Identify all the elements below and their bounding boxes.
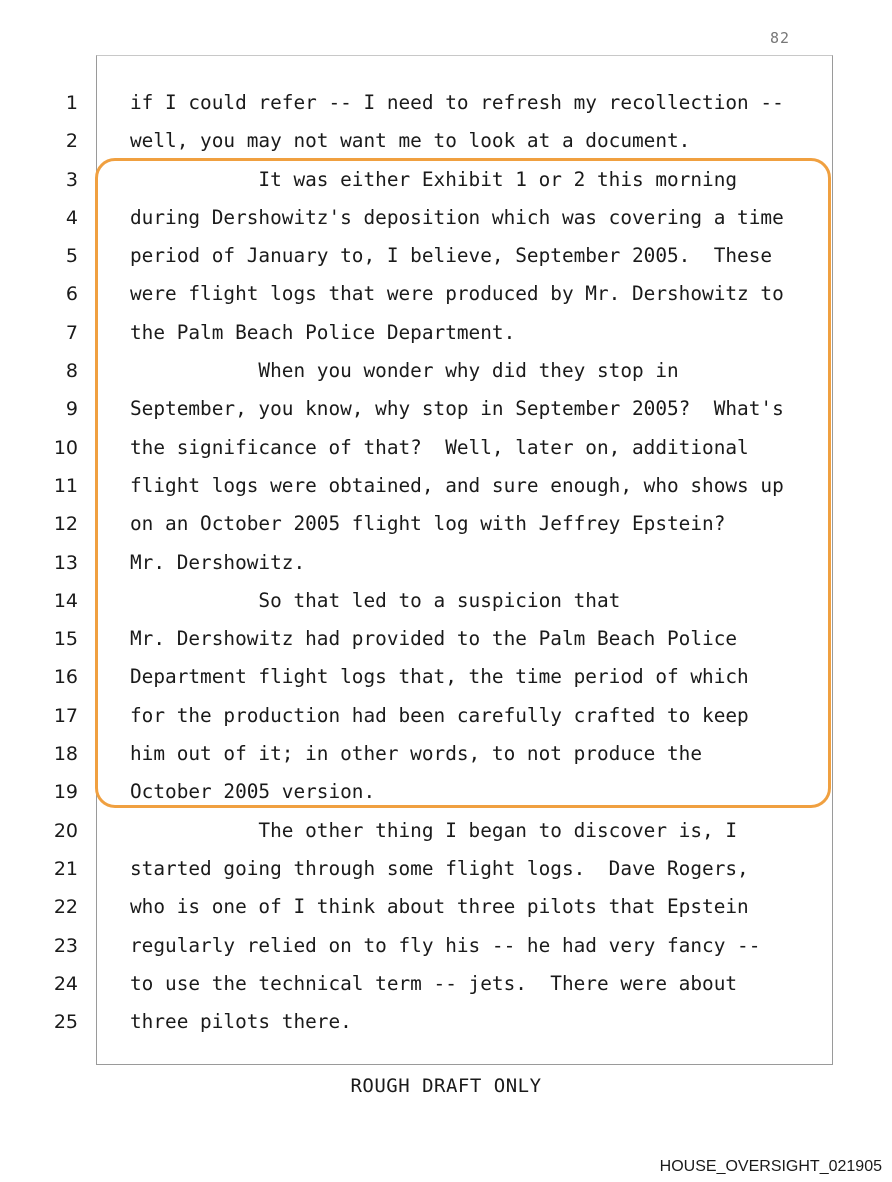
transcript-line: if I could refer -- I need to refresh my recollection -- — [130, 91, 784, 114]
transcript-line: who is one of I think about three pilots that Epstein — [130, 895, 749, 919]
line-number: 23 — [53, 934, 78, 957]
line-number: 16 — [53, 666, 78, 689]
transcript-line: Department flight logs that, the time period of which — [130, 665, 749, 689]
line-number: 1 — [65, 92, 78, 114]
transcript-line: Mr. Dershowitz had provided to the Palm Beach Police — [130, 627, 738, 651]
bates-stamp: HOUSE_OVERSIGHT_021905 — [659, 1158, 882, 1175]
draft-footer: ROUGH DRAFT ONLY — [350, 1075, 542, 1097]
transcript-line: period of January to, I believe, September 2005. These — [130, 244, 773, 268]
line-number: 6 — [65, 283, 78, 306]
line-number: 5 — [65, 245, 78, 268]
line-number: 2 — [65, 130, 78, 153]
line-number: 3 — [65, 168, 78, 191]
line-number: 12 — [53, 513, 78, 536]
transcript-line: The other thing I began to discover is, I — [130, 818, 738, 842]
transcript-line: the significance of that? Well, later on, additional — [130, 435, 749, 459]
transcript-line: Mr. Dershowitz. — [130, 550, 306, 574]
transcript-line: during Dershowitz's deposition which was covering a time — [130, 205, 784, 229]
line-number: 13 — [53, 551, 78, 574]
line-number: 11 — [53, 474, 78, 497]
transcript-line: October 2005 version. — [130, 780, 376, 804]
transcript-line: were flight logs that were produced by Mr. Dershowitz to — [130, 282, 784, 306]
line-number: 20 — [53, 819, 78, 842]
line-number: 25 — [53, 1011, 78, 1034]
line-number: 4 — [65, 206, 78, 229]
line-number: 22 — [53, 896, 78, 919]
transcript-line: flight logs were obtained, and sure enough, who shows up — [130, 473, 784, 497]
line-number: 19 — [53, 781, 78, 804]
line-number: 24 — [53, 972, 78, 995]
line-number: 7 — [65, 321, 78, 344]
line-number: 17 — [53, 704, 78, 727]
line-number: 9 — [65, 398, 78, 421]
transcript-line: When you wonder why did they stop in — [130, 359, 679, 383]
line-number: 15 — [53, 628, 78, 651]
line-number-column — [30, 84, 78, 1041]
transcript-line: So that led to a suspicion that — [130, 588, 621, 612]
line-number: 21 — [53, 857, 78, 880]
transcript-line: regularly relied on to fly his -- he had very fancy -- — [130, 933, 761, 957]
transcript-line: three pilots there. — [130, 1010, 352, 1034]
transcript-line: September, you know, why stop in September 2005? What's — [130, 397, 784, 421]
transcript-line: him out of it; in other words, to not produce the — [130, 742, 703, 766]
transcript-line: on an October 2005 flight log with Jeffrey Epstein? — [130, 512, 726, 536]
line-number: 18 — [53, 743, 78, 766]
line-number: 8 — [65, 360, 78, 383]
line-number: 14 — [53, 589, 78, 612]
transcript-line: to use the technical term -- jets. There were about — [130, 971, 738, 995]
line-number: 10 — [53, 436, 78, 459]
transcript-line: for the production had been carefully crafted to keep — [130, 703, 749, 727]
transcript-line: It was either Exhibit 1 or 2 this morning — [130, 167, 738, 191]
transcript-line: started going through some flight logs. Dave Rogers, — [130, 856, 749, 880]
page-number: 82 — [769, 29, 790, 47]
transcript-text — [130, 84, 820, 1041]
transcript-line: well, you may not want me to look at a document. — [130, 129, 691, 153]
transcript-line: the Palm Beach Police Department. — [130, 320, 516, 344]
